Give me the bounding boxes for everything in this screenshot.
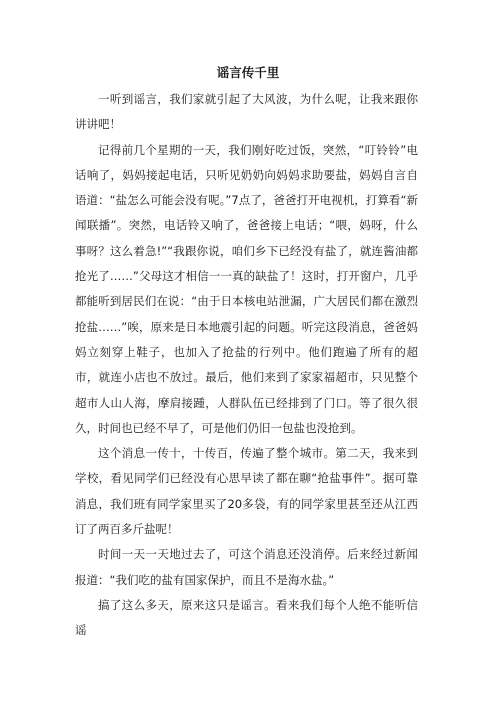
paragraph: 搞了这么多天，原来这只是谣言。看来我们每个人绝不能听信谣 xyxy=(75,597,418,638)
paragraph: 一听到谣言，我们家就引起了大风波，为什么呢，让我来跟你讲讲吧！ xyxy=(75,92,418,132)
paragraph: 时间一天一天地过去了，可这个消息还没消停。后来经过新闻报道：“我们吃的盐有国家保护，而且不是海水盐。” xyxy=(75,547,418,587)
paragraph: 这个消息一传十，十传百，传遍了整个城市。第二天，我来到学校，看见同学们已经没有心思早读了都在聊“抢盐事件”。据可靠消息，我们班有同学家里买了20多袋，有的同学家里甚至还从江西订了两百多斤盐呢！ xyxy=(75,446,418,537)
paragraph: 记得前几个星期的一天，我们刚好吃过饭，突然，“叮铃铃”电话响了，妈妈接起电话，只听见奶奶向妈妈求助要盐，妈妈自言自语道：“盐怎么可能会没有呢。”7点了，爸爸打开电视机，打算看“新闻联播”。突然，电话铃又响了，爸爸接上电话；“喂，妈呀，什么事呀？这么着急!”“我跟你说，咱们乡下已经没有盐了，就连酱油都抢光了……”父母这才相信一一真的缺盐了！这时，打开窗户，几乎都能听到居民们在说：“由于日本核电站泄漏，广大居民们都在激烈抢盐……”唉，原来是日本地震引起的问题。听完这段消息，爸爸妈妈立刻穿上鞋子，也加入了抢盐的行列中。他们跑遍了所有的超市，就连小店也不放过。最后，他们来到了家家福超市，只见整个超市人山人海，摩肩接踵，人群队伍已经排到了门口。等了很久很久，时间也已经不早了，可是他们仍旧一包盐也没抢到。 xyxy=(75,142,418,435)
document-body xyxy=(75,87,418,644)
document-title: 谣言传千里 xyxy=(216,65,280,80)
